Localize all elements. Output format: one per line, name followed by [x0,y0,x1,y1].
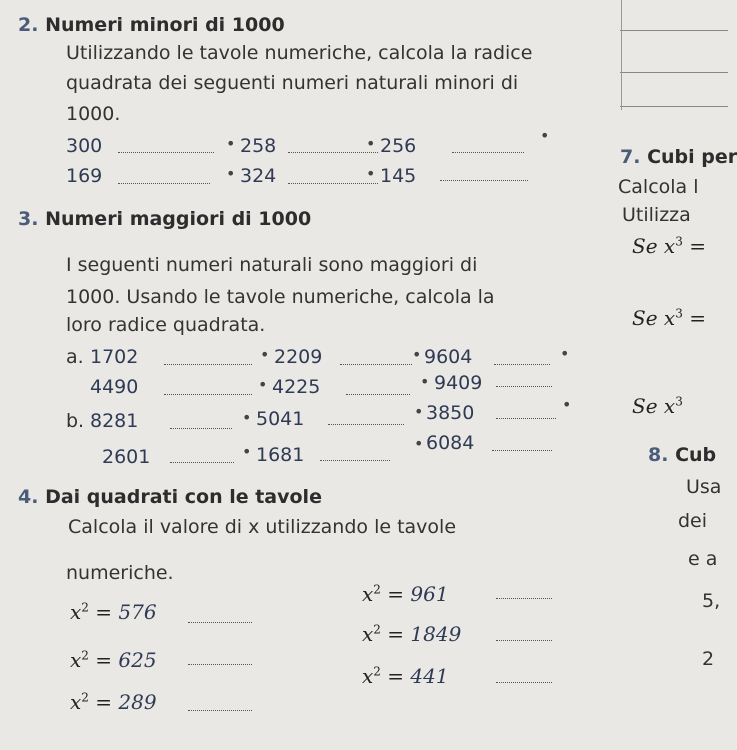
section-7-title [620,146,737,168]
answer-blank[interactable] [170,428,232,429]
number-item: 145 [380,165,417,187]
section-7-title-text: Cubi per [647,146,737,168]
cube-equation: Se $x^3$ = [632,234,706,258]
answer-blank[interactable] [118,183,210,184]
equation-value: 289 [118,690,157,714]
number-item: 1681 [256,444,305,466]
number-item: 5041 [256,408,305,430]
answer-blank[interactable] [346,394,410,395]
section-2-title-text: Numeri minori di 1000 [45,14,285,36]
cube-equation-text: Se x [632,234,676,258]
number-item: 4490 [90,376,139,398]
answer-blank[interactable] [188,664,252,665]
answer-blank[interactable] [188,710,252,711]
cube-equation: Se $x^3$ = [632,306,706,330]
answer-blank[interactable] [164,364,252,365]
section-8-text-line: Usa [686,476,722,498]
equation-value: 961 [410,582,449,606]
answer-blank[interactable] [118,152,214,153]
answer-blank[interactable] [496,598,552,599]
section-3-text-line: I seguenti numeri naturali sono maggiori di [66,254,478,276]
answer-blank[interactable] [328,424,404,425]
section-2-number: 2. [18,14,39,36]
number-item: 6084 [426,432,475,454]
table-rule [620,106,728,107]
section-8-text-line: e a [688,548,718,570]
square-equation: $x^2 = 625$ [70,648,157,672]
section-8-value: 5, [702,590,721,612]
section-8-title [648,444,716,466]
section-4-text-line: numeriche. [66,562,174,584]
table-rule [620,30,728,31]
section-3-text-line: loro radice quadrata. [66,314,266,336]
answer-blank[interactable] [496,682,552,683]
answer-blank[interactable] [164,394,252,395]
answer-blank[interactable] [492,450,552,451]
number-item: 169 [66,165,103,187]
section-7-text-line: Calcola l [618,176,699,198]
cube-equation-equals: = [689,306,706,330]
square-equation: $x^2 = 289$ [70,690,157,714]
section-3-title [18,208,311,230]
answer-blank[interactable] [496,640,552,641]
number-item: 2601 [102,446,151,468]
cube-equation-text: Se x [632,306,676,330]
section-8-number: 8. [648,444,669,466]
answer-blank[interactable] [440,180,528,181]
section-3-text-line: 1000. Usando le tavole numeriche, calcola la [66,286,495,308]
equation-value: 441 [410,664,449,688]
number-item: 8281 [90,410,139,432]
number-item: 324 [240,165,277,187]
number-item: 9604 [424,346,473,368]
square-equation: $x^2 = 1849$ [362,622,462,646]
section-4-title-text: Dai quadrati con le tavole [45,486,322,508]
equation-value: 576 [118,600,157,624]
section-2-title [18,14,285,36]
number-item: 256 [380,135,417,157]
number-item: 300 [66,135,103,157]
section-7-number: 7. [620,146,641,168]
number-item: 2209 [274,346,323,368]
answer-blank[interactable] [170,462,234,463]
section-2-text-line: 1000. [66,103,121,125]
section-8-title-text: Cub [675,444,717,466]
section-3-number: 3. [18,208,39,230]
section-4-text-line: Calcola il valore di x utilizzando le tavole [68,516,457,538]
answer-blank[interactable] [496,418,556,419]
section-7-text-line: Utilizza [622,204,691,226]
square-equation: $x^2 = 961$ [362,582,449,606]
equation-value: 1849 [410,622,462,646]
section-8-text-line: dei [678,510,708,532]
answer-blank[interactable] [188,622,252,623]
answer-blank[interactable] [452,152,524,153]
square-equation: $x^2 = 576$ [70,600,157,624]
answer-blank[interactable] [494,364,550,365]
number-item: 1702 [90,346,139,368]
square-equation: $x^2 = 441$ [362,664,449,688]
number-item: 9409 [434,372,483,394]
equation-value: 625 [118,648,157,672]
answer-blank[interactable] [496,386,552,387]
section-4-title [18,486,322,508]
number-item: 3850 [426,402,475,424]
table-rule [620,72,728,73]
cube-equation-text: Se x [632,394,676,418]
section-2-text-line: Utilizzando le tavole numeriche, calcola la radice [66,42,533,64]
section-3-title-text: Numeri maggiori di 1000 [45,208,312,230]
cube-equation: Se $x^3$ [632,394,683,418]
number-item: 4225 [272,376,321,398]
answer-blank[interactable] [320,460,390,461]
number-item: 258 [240,135,277,157]
answer-blank[interactable] [340,364,412,365]
section-4-number: 4. [18,486,39,508]
item-label-a: a. [66,346,84,368]
cube-equation-equals: = [689,234,706,258]
answer-blank[interactable] [288,183,378,184]
section-2-text-line: quadrata dei seguenti numeri naturali minori di [66,72,519,94]
item-label-b: b. [66,410,85,432]
table-divider [621,0,622,110]
section-8-value: 2 [702,648,715,670]
answer-blank[interactable] [288,152,378,153]
